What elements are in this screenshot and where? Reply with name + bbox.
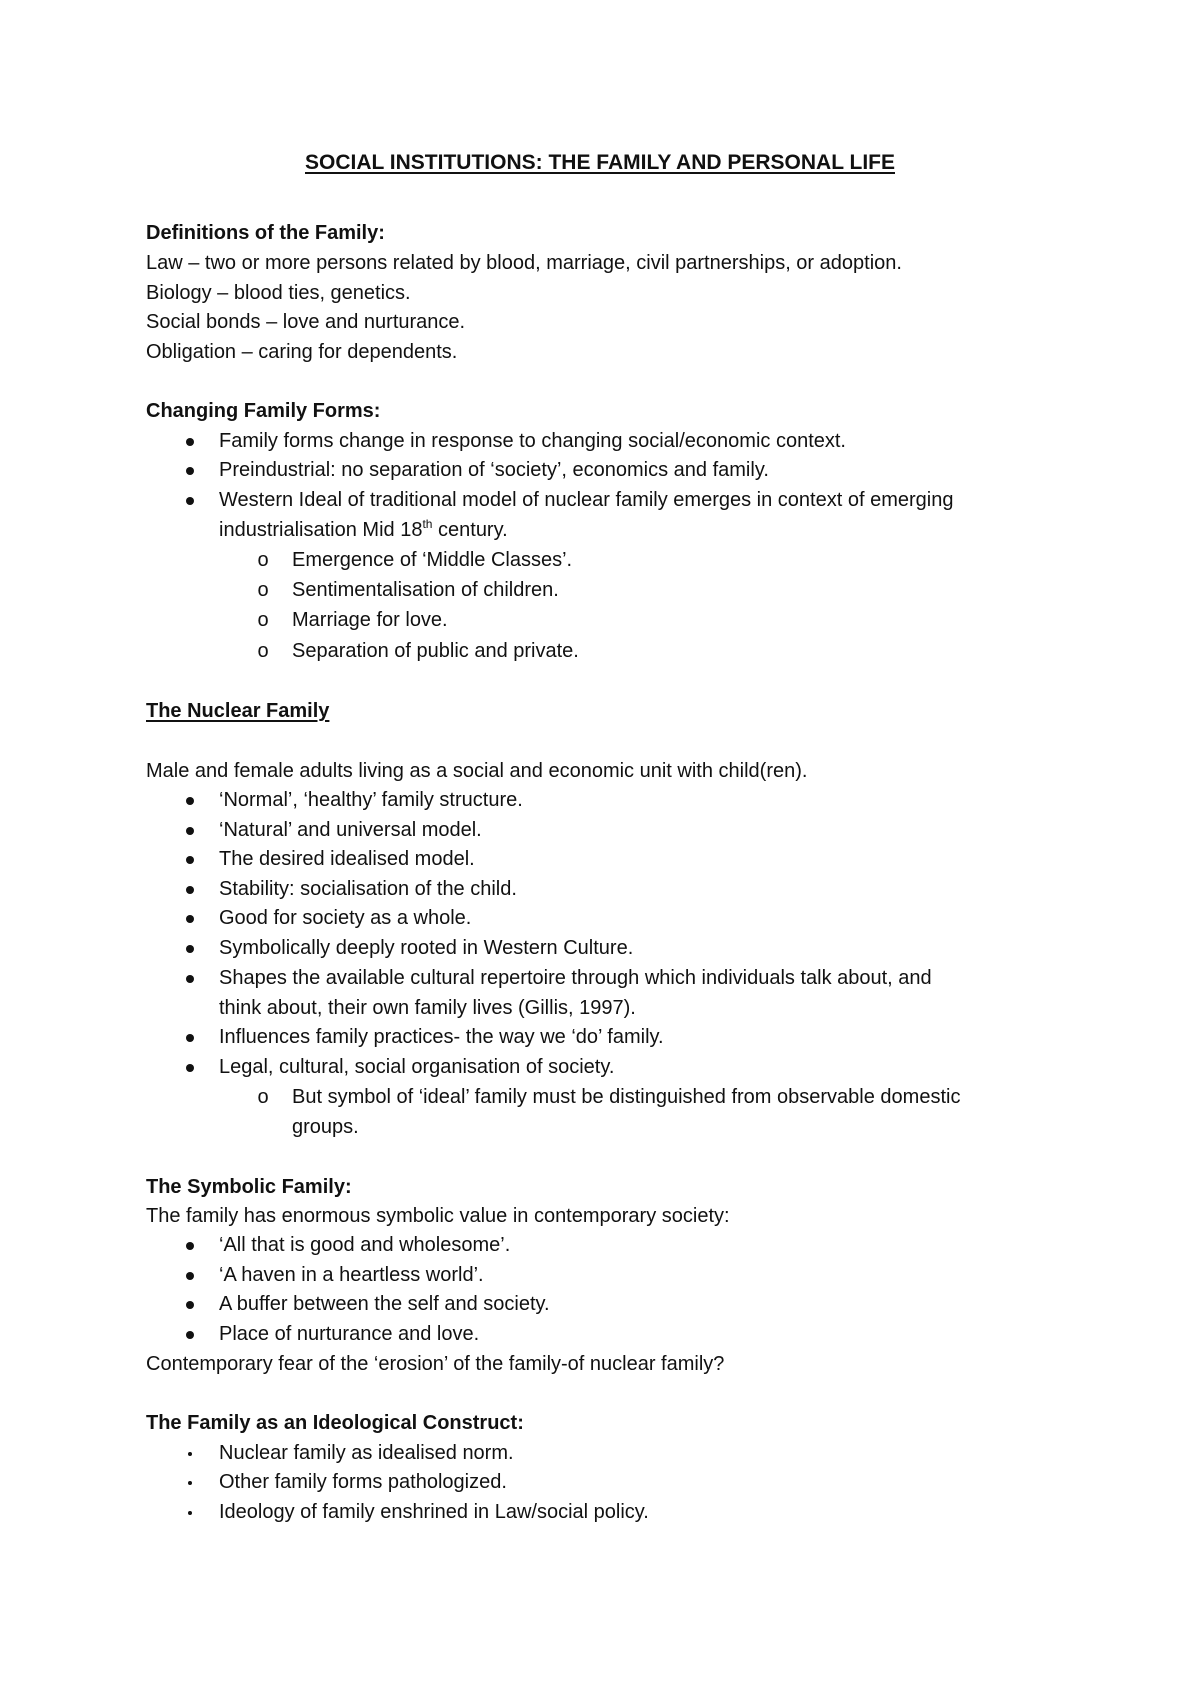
definition-line: Obligation – caring for dependents. — [146, 341, 458, 363]
bullet-icon — [180, 933, 200, 963]
nuclear-family-intro: Male and female adults living as a social and economic unit with child(ren). — [146, 760, 808, 782]
sub-bullet-icon: o — [257, 1086, 269, 1108]
nuclear-family-heading: The Nuclear Family — [146, 700, 330, 722]
list-item-text: century. — [432, 519, 508, 541]
superscript: th — [422, 517, 433, 531]
list-item: Place of nurturance and love. — [219, 1323, 480, 1345]
sub-bullet-icon: o — [257, 640, 269, 662]
list-item: Ideology of family enshrined in Law/social policy. — [219, 1501, 649, 1523]
bullet-icon — [180, 1260, 200, 1290]
list-item: Shapes the available cultural repertoire through which individuals talk about, and — [219, 967, 932, 989]
bullet-icon — [180, 426, 200, 456]
definitions-heading: Definitions of the Family: — [146, 222, 385, 244]
bullet-icon — [180, 903, 200, 933]
bullet-icon — [180, 455, 200, 485]
list-item: Legal, cultural, social organisation of society. — [219, 1056, 615, 1078]
sub-list-item: Separation of public and private. — [292, 640, 579, 662]
changing-forms-heading: Changing Family Forms: — [146, 400, 381, 422]
list-item: A buffer between the self and society. — [219, 1293, 550, 1315]
list-item-continuation — [219, 515, 508, 545]
sub-list-item: But symbol of ‘ideal’ family must be distinguished from observable domestic — [292, 1086, 961, 1108]
bullet-icon — [180, 874, 200, 904]
list-item: Western Ideal of traditional model of nuclear family emerges in context of emerging — [219, 489, 954, 511]
list-item: Preindustrial: no separation of ‘society’, economics and family. — [219, 459, 769, 481]
list-item: Family forms change in response to changing social/economic context. — [219, 430, 846, 452]
list-item: Nuclear family as idealised norm. — [219, 1442, 514, 1464]
bullet-icon — [180, 844, 200, 874]
list-item-continuation: think about, their own family lives (Gillis, 1997). — [219, 997, 636, 1019]
bullet-icon — [180, 785, 200, 815]
definition-line: Social bonds – love and nurturance. — [146, 311, 466, 333]
bullet-icon — [180, 1319, 200, 1349]
list-item: Good for society as a whole. — [219, 907, 472, 929]
definition-line: Law – two or more persons related by blood, marriage, civil partnerships, or adoption. — [146, 252, 902, 274]
sub-bullet-icon: o — [257, 609, 269, 631]
sub-list-item-continuation: groups. — [292, 1116, 359, 1138]
list-item: Influences family practices- the way we ‘do’ family. — [219, 1026, 664, 1048]
sub-list-item: Emergence of ‘Middle Classes’. — [292, 549, 573, 571]
symbolic-family-intro: The family has enormous symbolic value in contemporary society: — [146, 1205, 730, 1227]
sub-list-item: Marriage for love. — [292, 609, 448, 631]
bullet-icon — [180, 1230, 200, 1260]
symbolic-family-heading: The Symbolic Family: — [146, 1176, 352, 1198]
bullet-icon — [180, 815, 200, 845]
list-item: Symbolically deeply rooted in Western Culture. — [219, 937, 634, 959]
sub-list-item: Sentimentalisation of children. — [292, 579, 559, 601]
symbolic-family-outro: Contemporary fear of the ‘erosion’ of the family-of nuclear family? — [146, 1353, 725, 1375]
document-title: SOCIAL INSTITUTIONS: THE FAMILY AND PERSONAL LIFE — [305, 151, 895, 174]
sub-bullet-icon: o — [257, 549, 269, 571]
bullet-icon — [180, 1289, 200, 1319]
list-item: ‘Natural’ and universal model. — [219, 819, 482, 841]
list-item: Other family forms pathologized. — [219, 1471, 507, 1493]
bullet-icon — [180, 485, 200, 515]
list-item: Stability: socialisation of the child. — [219, 878, 517, 900]
bullet-icon — [180, 1052, 200, 1082]
bullet-icon — [180, 1467, 200, 1497]
bullet-icon — [180, 1438, 200, 1468]
list-item: ‘Normal’, ‘healthy’ family structure. — [219, 789, 523, 811]
list-item: ‘All that is good and wholesome’. — [219, 1234, 511, 1256]
list-item: ‘A haven in a heartless world’. — [219, 1264, 484, 1286]
bullet-icon — [180, 963, 200, 993]
sub-bullet-icon: o — [257, 579, 269, 601]
list-item: The desired idealised model. — [219, 848, 475, 870]
definition-line: Biology – blood ties, genetics. — [146, 282, 411, 304]
bullet-icon — [180, 1497, 200, 1527]
bullet-icon — [180, 1022, 200, 1052]
ideological-construct-heading: The Family as an Ideological Construct: — [146, 1412, 524, 1434]
list-item-text: industrialisation Mid 18 — [219, 519, 423, 541]
